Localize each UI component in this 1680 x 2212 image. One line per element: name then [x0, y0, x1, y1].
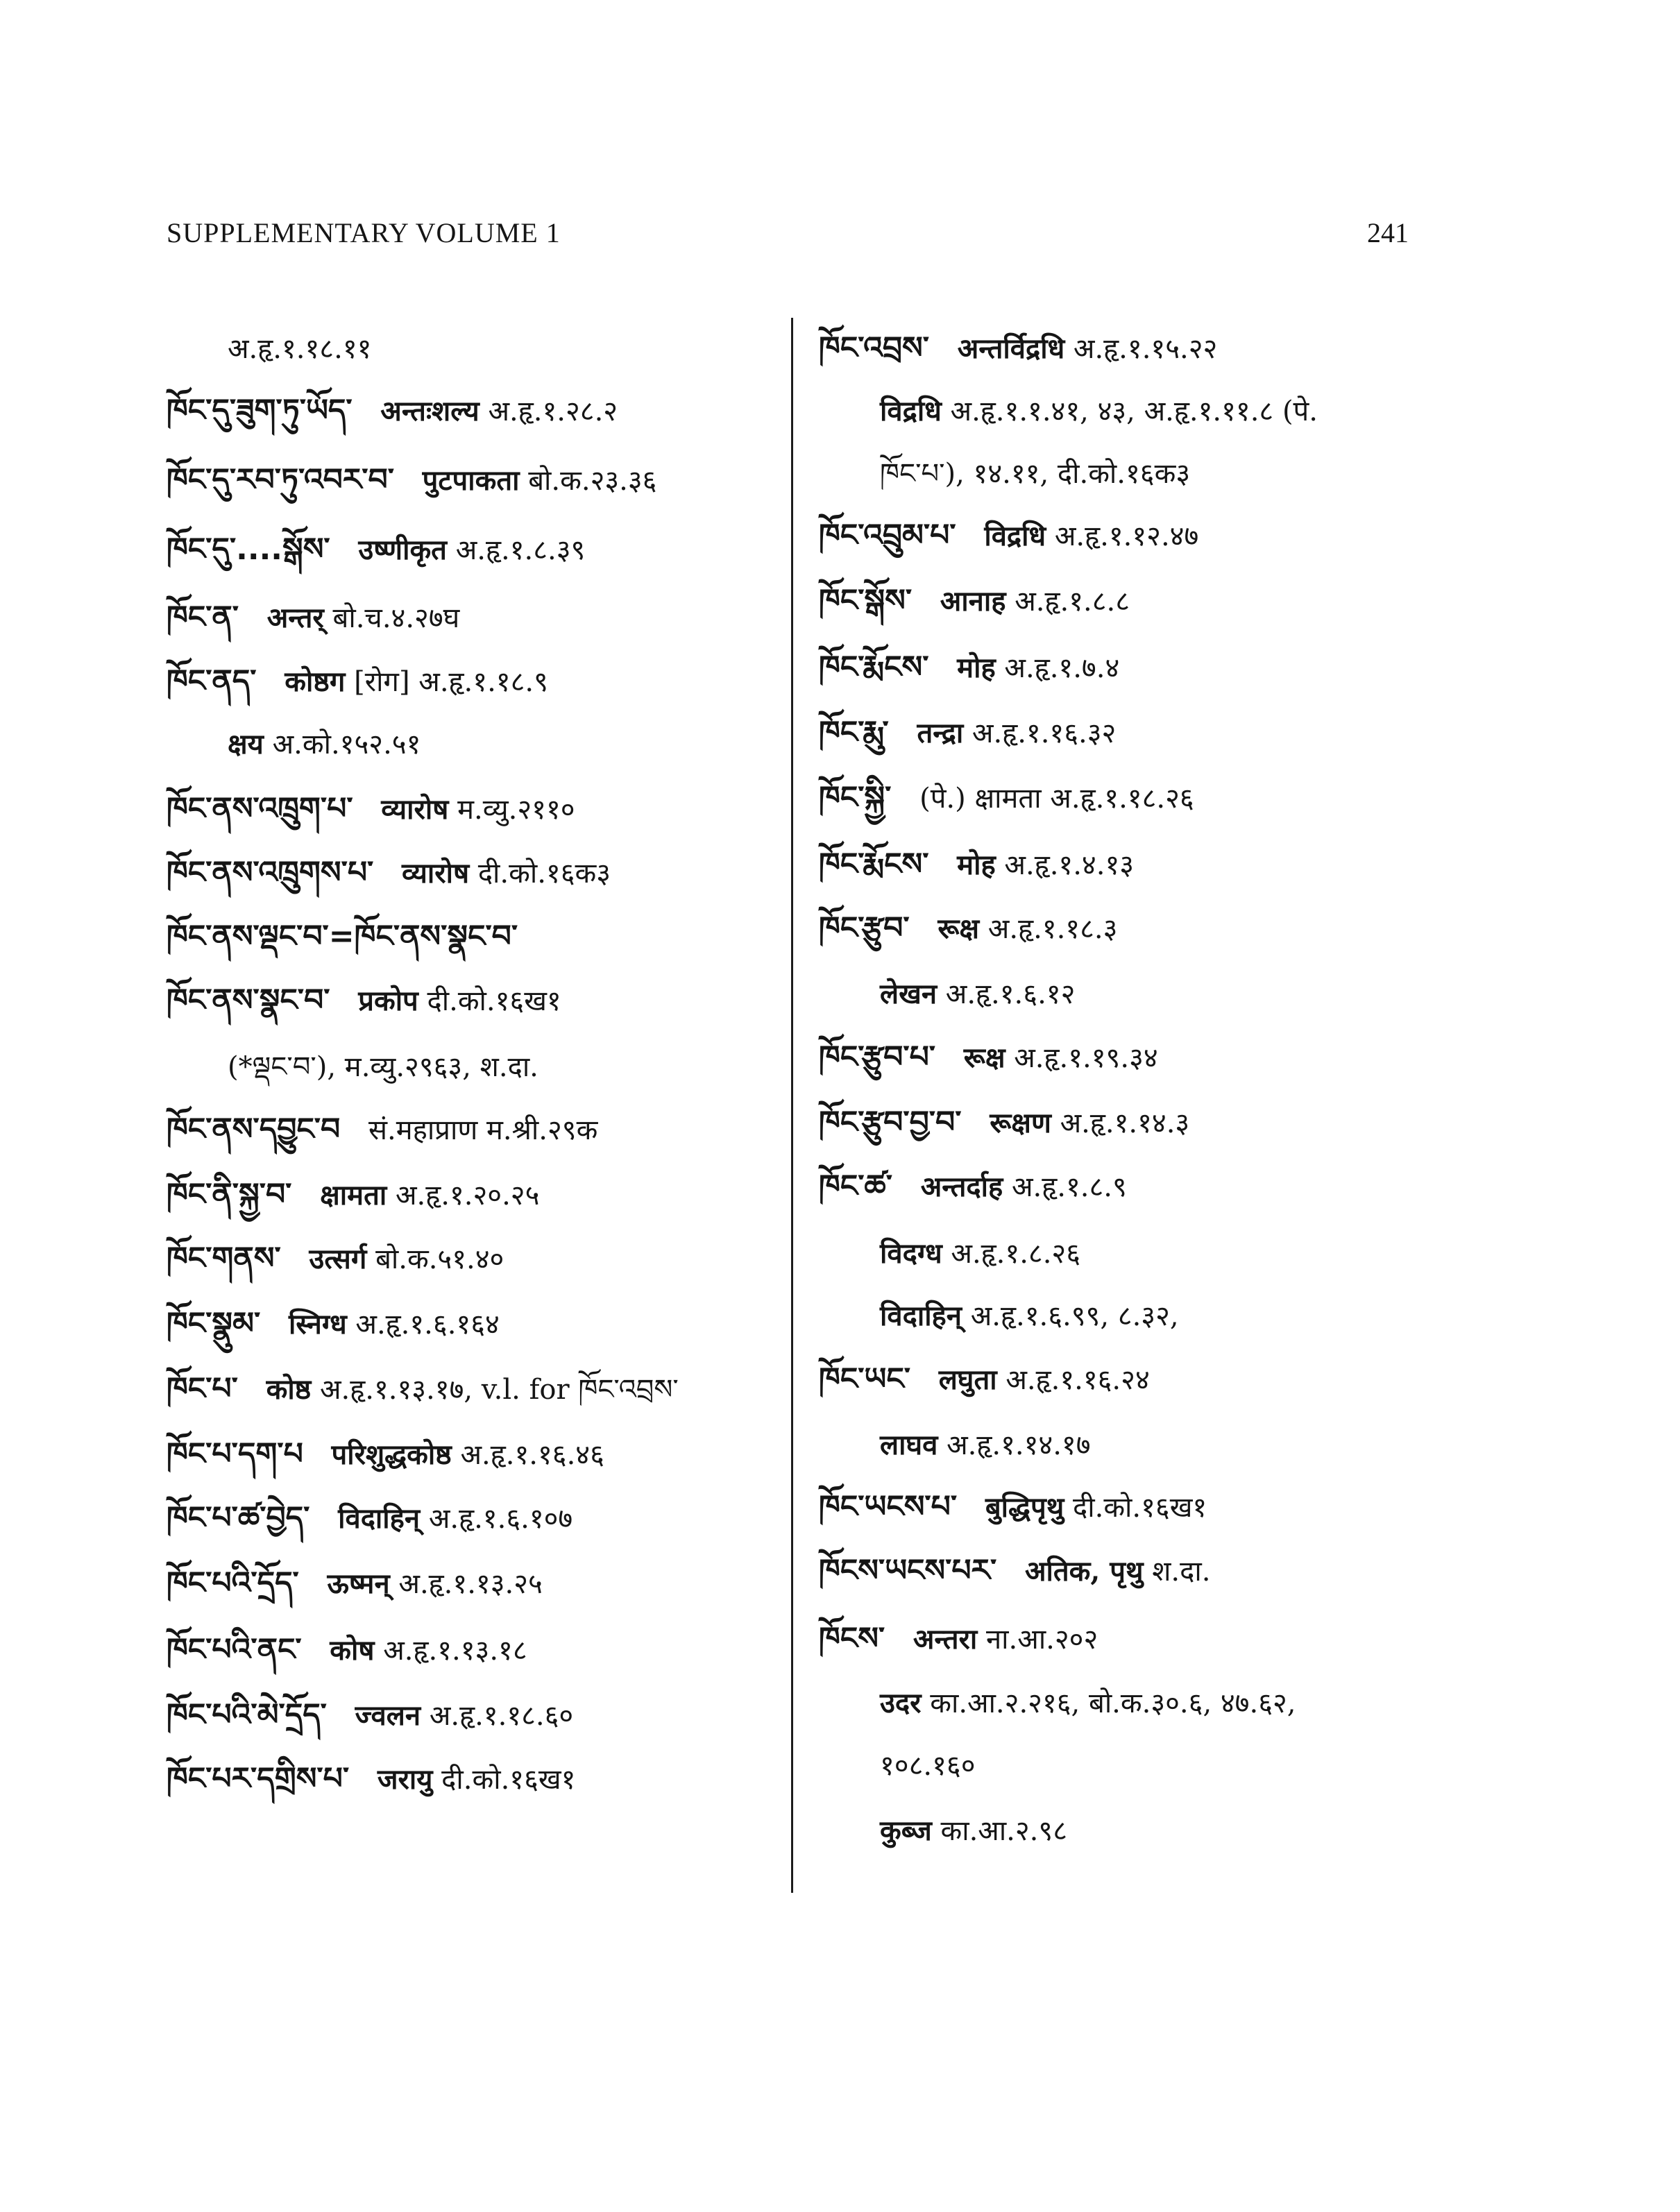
sanskrit-equivalent: अन्तर्विद्रधि — [957, 332, 1065, 365]
source-reference: अ.हृ.१.८.२६ — [951, 1238, 1081, 1270]
source-reference: अ.हृ.१.१२.४७ — [1054, 520, 1199, 552]
tibetan-headword: ཁོང་ནས་འཁྲུག་པ་ — [167, 791, 353, 826]
source-reference: अ.हृ.१.६.१०७ — [428, 1503, 573, 1535]
sanskrit-equivalent: कोष्ठग — [285, 665, 346, 698]
source-reference: का.आ.२.९८ — [940, 1815, 1067, 1847]
source-reference: दी.को.१६ख१ — [441, 1764, 576, 1796]
source-reference: बो.क.२३.३६ — [528, 465, 657, 497]
sanskrit-equivalent: विद्रधि — [880, 395, 942, 427]
dictionary-entry — [860, 1231, 1080, 1286]
dictionary-entry — [860, 1743, 976, 1798]
tibetan-headword: ཁོང་རྩུབ་ — [819, 910, 910, 946]
source-reference: अ.हृ.१.२०.२५ — [395, 1180, 540, 1211]
tibetan-headword: ཁོང་རྩུབ་བྱ་བ་ — [819, 1105, 962, 1140]
tibetan-headword: ཁོང་པ་ཚ་བྱེད་ — [167, 1500, 310, 1535]
source-reference: ना.आ.२०२ — [985, 1624, 1098, 1656]
dictionary-entry — [167, 787, 575, 842]
source-reference: अ.हृ.१.१८.३ — [987, 913, 1118, 945]
source-reference: अ.हृ.१.६.१६४ — [355, 1309, 500, 1341]
dictionary-entry — [819, 776, 1194, 831]
source-reference: का.आ.२.२१६, बो.क.३०.६, ४७.६२, — [930, 1687, 1296, 1719]
dictionary-entry — [167, 851, 611, 906]
sanskrit-equivalent: परिशुद्धकोष्ठ — [331, 1438, 452, 1471]
source-reference: अ.हृ.१.८.३९ — [455, 534, 586, 566]
sanskrit-equivalent: मोह — [957, 652, 996, 684]
dictionary-entry — [819, 1485, 1207, 1540]
dictionary-entry — [819, 579, 1130, 634]
dictionary-entry — [167, 1496, 572, 1551]
sanskrit-equivalent: क्षय — [228, 728, 264, 760]
source-reference: अ.हृ.१.८.९ — [1011, 1171, 1127, 1203]
dictionary-entry — [819, 906, 1117, 962]
sanskrit-equivalent: व्यारोष — [381, 793, 449, 826]
dictionary-entry — [819, 645, 1119, 701]
tibetan-headword: ཁོང་པའི་ནང་ — [167, 1632, 302, 1667]
sanskrit-equivalent: व्यारोष — [402, 857, 470, 890]
tibetan-headword: ཁོང་ནས་ལྡང་བ་=ཁོང་ནས་སྣང་བ་ — [167, 919, 518, 954]
source-reference: अ.हृ.१.१६.२४ — [1006, 1364, 1150, 1396]
source-reference: अ.हृ.१.८.८ — [1015, 586, 1130, 618]
tibetan-headword: ཁོང་པར་དགྲིས་པ་ — [167, 1761, 350, 1796]
dictionary-entry — [819, 842, 1134, 898]
source-reference: अ.को.१५२.५१ — [272, 729, 421, 760]
source-reference: बो.च.४.२७घ — [332, 602, 460, 634]
dictionary-entry — [167, 914, 537, 970]
sanskrit-equivalent: विदग्ध — [880, 1237, 942, 1270]
dictionary-entry — [819, 711, 1116, 766]
tibetan-headword: ཁོང་རྨོངས་ — [819, 649, 929, 685]
source-reference: अ.हृ.१.१४.३ — [1060, 1107, 1190, 1139]
tibetan-headword: ཁོངས་ཡངས་པར་ — [819, 1553, 997, 1588]
sanskrit-equivalent: मोह — [957, 849, 996, 881]
dictionary-entry — [167, 595, 459, 651]
sanskrit-equivalent: कोष्ठ — [266, 1373, 312, 1406]
sanskrit-equivalent: अन्तर् — [266, 602, 324, 634]
source-reference: अ.हृ.१.१६.३२ — [971, 717, 1117, 749]
dictionary-entry — [167, 1367, 679, 1422]
dictionary-entry — [860, 1422, 1091, 1478]
dictionary-entry — [860, 971, 1075, 1027]
dictionary-entry — [208, 722, 421, 777]
source-reference: अ.हृ.१.१५.२२ — [1073, 333, 1218, 365]
tibetan-headword: ཁོང་ནས་འཁྲུགས་པ་ — [167, 855, 374, 890]
source-reference: ཁོང་པ་), १४.११, दी.को.१६क३ — [880, 458, 1191, 490]
dictionary-entry — [167, 1432, 604, 1488]
source-reference: अ.हृ.१.१८.११ — [228, 333, 372, 365]
dictionary-entry — [860, 389, 1318, 444]
sanskrit-equivalent: लघुता — [938, 1363, 997, 1396]
source-reference: अ.हृ.१.७.४ — [1004, 652, 1120, 684]
dictionary-entry — [167, 1302, 500, 1357]
tibetan-headword: ཁོང་རྩུབ་པ་ — [819, 1039, 936, 1075]
source-reference: अ.हृ.१.६.१२ — [945, 978, 1076, 1010]
tibetan-headword: ཁོང་པ་དག་པ — [167, 1436, 303, 1472]
tibetan-headword: ཁོང་དུ་ཟུག་ཏུ་ཡོད་ — [167, 393, 353, 428]
tibetan-headword: ཁོང་ནད་ — [167, 663, 257, 699]
source-reference: अ.हृ.१.१३.१८ — [383, 1635, 527, 1667]
sanskrit-equivalent: स्निग्ध — [288, 1308, 347, 1341]
dictionary-entry — [819, 1549, 1210, 1604]
dictionary-entry — [167, 389, 618, 444]
dictionary-entry — [167, 1173, 539, 1228]
source-reference: अ.हृ.१.१३.२५ — [398, 1568, 543, 1600]
sanskrit-equivalent: उदर — [880, 1687, 922, 1719]
sanskrit-equivalent: आनाह — [940, 585, 1006, 618]
source-reference: बो.क.५१.४० — [375, 1243, 504, 1275]
dictionary-entry — [167, 978, 561, 1034]
source-reference: अ.हृ.१.१४.१७ — [947, 1429, 1091, 1461]
dictionary-entry — [208, 1044, 538, 1100]
source-reference: म.व्यु.२११० — [457, 794, 575, 826]
sanskrit-equivalent: रूक्ष — [963, 1041, 1006, 1074]
dictionary-entry — [167, 1628, 527, 1683]
dictionary-entry — [819, 1164, 1127, 1220]
tibetan-headword: ཁོང་ནི་སྐྱ་བ་ — [167, 1177, 292, 1212]
dictionary-entry — [819, 1100, 1189, 1156]
sanskrit-equivalent: रूक्ष — [937, 912, 980, 945]
sanskrit-equivalent: ऊष्मन् — [327, 1567, 390, 1600]
dictionary-entry — [167, 527, 585, 583]
tibetan-headword: ཁོངས་ — [819, 1621, 885, 1656]
tibetan-headword: ཁོང་ཡང་ — [819, 1361, 910, 1397]
tibetan-headword: ཁོང་འབྲུམ་པ་ — [819, 518, 956, 553]
source-reference: श.दा. — [1152, 1556, 1211, 1588]
tibetan-headword: ཁོང་སྒོས་ — [819, 583, 913, 618]
dictionary-entry — [819, 1357, 1150, 1413]
sanskrit-equivalent: अन्तःशल्य — [380, 395, 480, 427]
source-reference: दी.को.१६ख१ — [1073, 1492, 1207, 1524]
tibetan-headword: ཁོང་ན་ — [167, 599, 239, 635]
dictionary-entry — [819, 1035, 1158, 1091]
running-header: SUPPLEMENTARY VOLUME 1 — [167, 217, 561, 248]
dictionary-entry — [167, 1561, 543, 1617]
page-number: 241 — [1367, 217, 1409, 248]
sanskrit-equivalent: विद्रधि — [984, 520, 1046, 552]
tibetan-headword: ཁོང་པའི་མེ་དྲོད་ — [167, 1697, 327, 1733]
sanskrit-equivalent: अन्तर्दाह — [920, 1171, 1003, 1203]
source-reference: दी.को.१६क३ — [477, 858, 611, 890]
dictionary-entry — [819, 1617, 1098, 1672]
dictionary-entry — [860, 1808, 1067, 1864]
source-reference: (पे.) क्षामता अ.हृ.१.१८.२६ — [919, 783, 1194, 815]
tibetan-headword: ཁོང་རྨུ་ — [819, 715, 889, 750]
source-reference: दी.को.१६ख१ — [427, 985, 561, 1017]
sanskrit-equivalent: उष्णीकृत — [358, 534, 447, 566]
column-divider — [791, 318, 793, 1893]
dictionary-entry — [860, 1293, 1179, 1349]
tibetan-headword: ཁོང་རྨོངས་ — [819, 846, 929, 882]
tibetan-headword: ཁོང་ཡངས་པ་ — [819, 1489, 958, 1524]
source-reference: अ.हृ.१.१३.१७, v.l. for ཁོང་འབྲས་ — [319, 1374, 679, 1406]
sanskrit-equivalent: जरायु — [377, 1763, 433, 1796]
dictionary-entry — [860, 1681, 1296, 1736]
tibetan-headword: ཁོང་སྐྱི་ — [819, 780, 892, 815]
source-reference: अ.हृ.१.१.४१, ४३, अ.हृ.१.११.८ (पे. — [950, 395, 1318, 427]
sanskrit-equivalent: कुब्ज — [880, 1814, 932, 1847]
tibetan-headword: ཁོང་སྣུམ་ — [167, 1306, 261, 1341]
dictionary-entry — [167, 1693, 573, 1749]
sanskrit-equivalent: बुद्धिपृथु — [985, 1491, 1064, 1524]
tibetan-headword: ཁོང་དུ་....སྒོས་ — [167, 531, 330, 567]
sanskrit-equivalent: ज्वलन — [355, 1699, 421, 1732]
sanskrit-equivalent: अतिक, पृथु — [1024, 1555, 1144, 1588]
dictionary-entry — [167, 458, 656, 513]
source-reference: अ.हृ.१.१९.३४ — [1014, 1042, 1158, 1074]
dictionary-entry — [208, 326, 371, 382]
dictionary-entry — [819, 326, 1217, 382]
sanskrit-equivalent: विदाहिन् — [338, 1502, 421, 1535]
sanskrit-equivalent: तन्द्रा — [917, 717, 964, 749]
sanskrit-equivalent: रूक्षण — [990, 1107, 1051, 1139]
source-reference: अ.हृ.१.४.१३ — [1004, 849, 1135, 881]
source-reference: अ.हृ.१.२८.२ — [488, 395, 618, 427]
tibetan-headword: ཁོང་པ་ — [167, 1371, 238, 1406]
tibetan-headword: ཁོང་དུ་རབ་ཏུ་འབར་བ་ — [167, 462, 394, 497]
sanskrit-equivalent: उत्सर्ग — [309, 1243, 367, 1275]
sanskrit-equivalent: अन्तरा — [913, 1623, 978, 1656]
source-reference: अ.हृ.१.१६.४६ — [460, 1439, 604, 1471]
tibetan-headword: ཁོང་ཚ་ — [819, 1168, 892, 1204]
dictionary-entry — [167, 1757, 575, 1812]
sanskrit-equivalent: लाघव — [880, 1429, 938, 1461]
source-reference: अ.हृ.१.६.९९, ८.३२, — [970, 1300, 1179, 1332]
source-reference: सं.महाप्राण म.श्री.२९क — [368, 1114, 598, 1146]
source-reference: (*ལྡང་བ་), म.व्यु.२९६३, श.दा. — [228, 1051, 538, 1083]
tibetan-headword: ཁོང་འབྲས་ — [819, 330, 929, 366]
tibetan-headword: ཁོང་ནས་དབྱུང་བ — [167, 1112, 341, 1147]
dictionary-entry — [860, 451, 1190, 507]
source-reference: [रोग] अ.हृ.१.१८.९ — [354, 666, 548, 698]
dictionary-entry — [167, 1236, 504, 1292]
tibetan-headword: ཁོང་ནས་སྣང་བ་ — [167, 982, 330, 1018]
tibetan-headword: ཁོང་གནས་ — [167, 1241, 281, 1276]
sanskrit-equivalent: कोष — [330, 1634, 375, 1667]
tibetan-headword: ཁོང་པའི་དྲོད་ — [167, 1565, 299, 1601]
sanskrit-equivalent: विदाहिन् — [880, 1300, 962, 1332]
sanskrit-equivalent: लेखन — [880, 978, 937, 1010]
sanskrit-equivalent: क्षामता — [320, 1179, 387, 1211]
source-reference: १०८.१६० — [880, 1750, 976, 1782]
dictionary-entry — [819, 513, 1198, 569]
dictionary-entry — [167, 1107, 597, 1163]
dictionary-entry — [167, 659, 548, 715]
sanskrit-equivalent: पुटपाकता — [422, 464, 520, 497]
sanskrit-equivalent: प्रकोप — [358, 985, 418, 1017]
source-reference: अ.हृ.१.१८.६० — [429, 1700, 574, 1732]
